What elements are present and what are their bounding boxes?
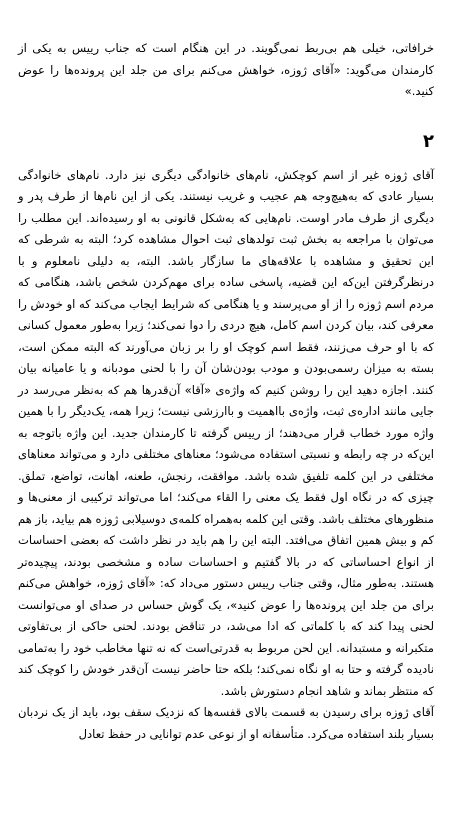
body-paragraph: آقای ژوزه غیر از اسم کوچکش، نام‌های خانوادگی دیگری نیز دارد. نام‌های خانوادگی بسیار عادی که به‌هیچ‌وجه هم عجیب و غریب نیستند. یکی از این نام‌ها از طرف پدر و دیگری از طرف مادر اوست. نام‌هایی که به‌شکل قانونی به او رسیده‌اند. این مطلب را می‌توان با مراجعه به بخش ثبت تولدهای ثبت احوال مشاهده کرد؛ البته به شرطی که این تحقیق و مشاهده با علاقه‌های ما سازگار باشد. البته، به دلیلی نامعلوم و با درنظرگرفتن این‌که این قضیه، پاسخی ساده برای مهم‌کردن شخص باشد، هنگامی که مردم اسم ژوزه را از او می‌پرسند و یا هنگامی که شرایط ایجاب می‌کند که او خودش را معرفی کند، بیان کردن اسم کامل، هیچ دردی را دوا نمی‌کند؛ زیرا به‌طور معمول کسانی که با او حرف می‌زنند، فقط اسم کوچک او را بر زبان می‌آورند که البته ممکن است، بسته به میزان رسمی‌بودن و مودب بودن‌شان آن را با لحنی مودبانه و یا عامیانه بیان کنند. اجازه دهید این را روشن کنیم که واژه‌ی «آقا» آن‌قدرها هم که به‌نظر می‌رسد در جایی مانند اداره‌ی ثبت، واژه‌ی بااهمیت و باارزشی نیست؛ زیرا همه، یک‌دیگر را با همین واژه مورد خطاب قرار می‌دهند؛ از رییس گرفته تا کارمندان جدید. این واژه باتوجه به این‌که در چه رابطه و نسبتی استفاده می‌شود؛ معناهای مختلفی دارد و می‌تواند معناهای مختلفی در این کلمه تلفیق شده باشد. موافقت، رنجش، طعنه، اهانت، تواضع، تملق. چیزی که در نگاه اول فقط یک معنی را القاء می‌کند؛ اما می‌تواند ترکیبی از معنی‌ها و منظورهای مختلف باشد. وقتی این کلمه به‌همراه کلمه‌ی دوسیلابی ژوزه هم بیاید، باز هم کم و بیش همین اتفاق می‌افتد. البته این را هم باید در نظر داشت که بعضی احساسات از انواع احساساتی که در بالا گفتیم و احساسات ساده و مشخصی بودند، پیچیده‌تر هستند. به‌طور مثال، وقتی جناب رییس دستور می‌داد که: «آقای ژوزه، خواهش می‌کنم برای من جلد این پرونده‌ها را عوض کنید»، یک گوش حساس در صدای او می‌توانست لحنی پیدا کند که با کلماتی که ادا می‌شد، در تناقض بودند. لحنی حاکی از بی‌تفاوتی متکبرانه و مستبدانه. این لحن مربوط به قدرتی‌است که نه تنها مخاطب خود را به‌تمامی نادیده گرفته و حتا به او نگاه نمی‌کند؛ بلکه حتا حاضر نیست آن‌قدر خودش را کوچک کند که منتظر بماند و شاهد انجام دستورش باشد. xyxy=(18,167,434,698)
chapter-number: ۲ xyxy=(423,130,434,152)
intro-paragraph: خرافاتی، خیلی هم بی‌ربط نمی‌گویند. در این هنگام است که جناب رییس به یکی از کارمندان می‌گوید: «آقای ژوزه، خواهش می‌کنم برای من جلد این پرونده‌ها را عوض کنید.» xyxy=(18,41,434,98)
tail-paragraph: آقای ژوزه برای رسیدن به قسمت بالای قفسه‌ها که نزدیک سقف بود، باید از یک نردبان بسیار بلند استفاده می‌کرد. متأسفانه او از نوعی عدم توانایی در حفظ تعادل xyxy=(18,705,434,741)
